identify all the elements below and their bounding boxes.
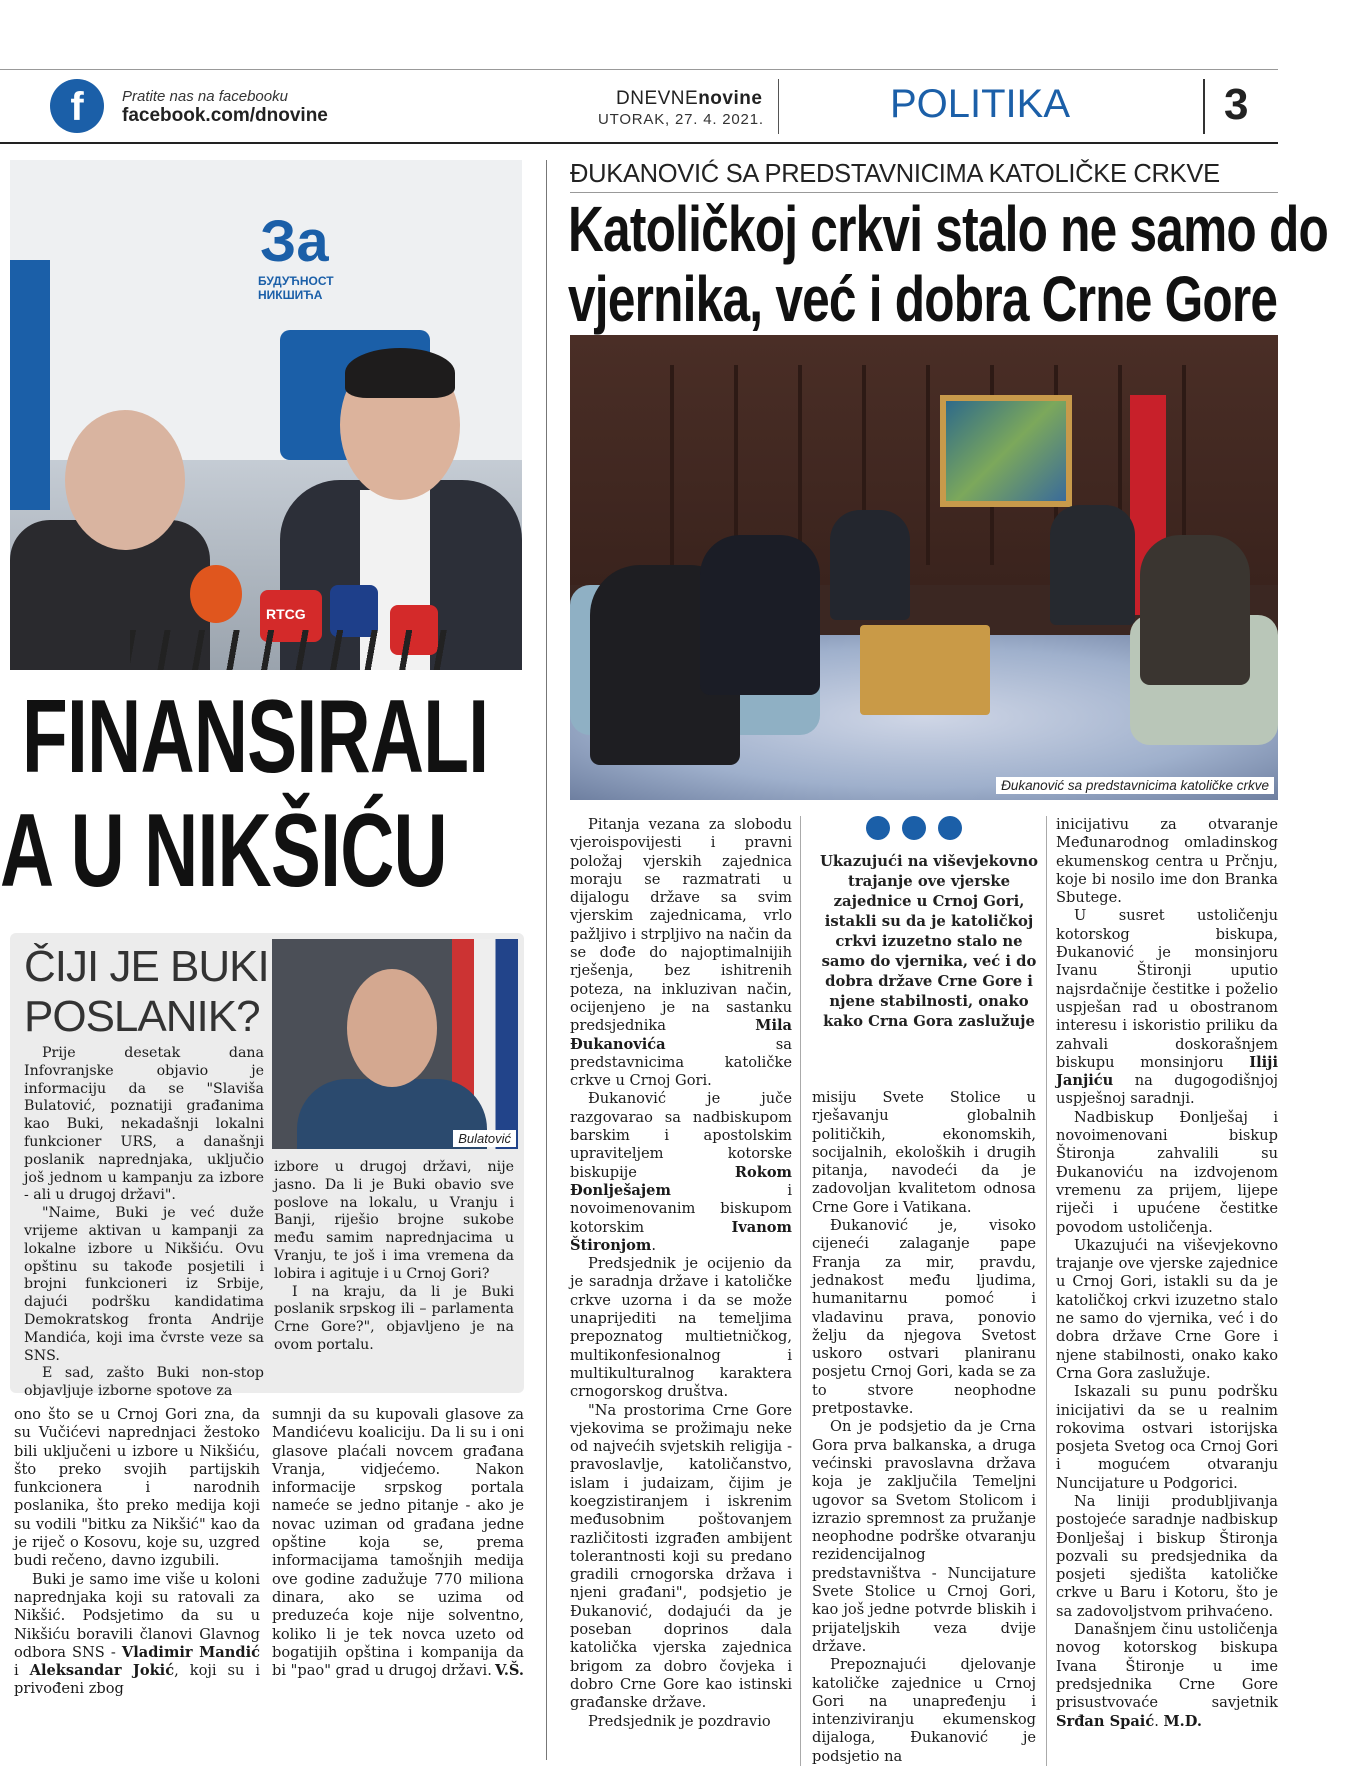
main-col1-p1-name: Mila Đukanovića (570, 1017, 792, 1053)
main-col1-p2-name2: Ivanom Štironjom (570, 1218, 792, 1254)
bulatovic-photo (272, 939, 518, 1149)
main-col3-p4: Ukazujući na viševjekovno trajanje ove vjerske zajednice u Crnoj Gori, istakli su da je katoličkoj crkvi izuzetno stalo ne samo do vjernika, već i do dobra države Crne Gore i njene stabilnosti, onako kako Crna Gora zaslužuje. (1056, 1236, 1278, 1382)
page-column-divider (546, 160, 547, 1760)
left-col2-text: sumnji da su kupovali glasove za Mandićevu koaliciju. Da li su i oni glasove plaćali novcem građana Vranja, vidjećemo. Nakon informacije srpskog portala nameće se jedno pitanje - ako je novac uziman od građana jedne opštine koja se, prema informacijama tamošnjih medija ove godine zadužuje 770 miliona dinara, ako se uzima od preduzeća koje nije solventno, koliko li je tek novca uzeto od bogatijih opština i kompanija da bi "pao" grad u drugoj državi. (272, 1406, 524, 1680)
main-col3-p2-end: na dugogodišnjoj uspješnoj saradnji. (1056, 1072, 1278, 1108)
main-col1-p2-mid: i novoimenovanim biskupom kotorskim (570, 1181, 792, 1236)
painting (940, 395, 1072, 507)
banner-text-c: НИКШИЋА (258, 288, 323, 302)
box-title-line1: ČIJI JE BUKI (24, 942, 269, 991)
section-title: POLITIKA (889, 82, 1071, 126)
left-col2-p1 (272, 1406, 524, 1680)
person-head (347, 969, 437, 1087)
person-3 (830, 510, 910, 620)
facebook-icon[interactable]: f (50, 79, 104, 133)
main-column-2 (812, 1089, 1036, 1766)
header-bottom-rule (0, 142, 1278, 144)
banner-text-a: За (260, 209, 329, 274)
main-col3-last-name: Srđan Spaić (1056, 1712, 1155, 1730)
box-col2-p1: izbore u drugoj državi, nije jasno. Da li je Buki obavio sve poslove na lokalu, u Vranju i Banji, riješio brojne sukobe među samim naprednjacima u Vranju, te još i ima vremena da lobira i agituje i u Crnoj Gori? (274, 1159, 514, 1282)
box-col1-p3: E sad, zašto Buki non-stop objavljuje izborne spotove za (24, 1365, 264, 1400)
sidebar-box (10, 933, 524, 1400)
microphone-red-1 (190, 565, 242, 623)
pullquote-dot-1 (866, 816, 890, 840)
main-headline-line1: Katoličkoj crkvi stalo ne samo do (568, 193, 1329, 265)
left-article-column-1 (14, 1406, 260, 1699)
box-title-line2: POSLANIK? (24, 992, 260, 1041)
pullquote-dots (866, 816, 976, 842)
header-divider-2 (1203, 79, 1205, 134)
pullquote: Ukazujući na viševjekovno trajanje ove vjerske zajednice u Crnoj Gori, istakli su da je katoličkoj crkvi izuzetno stalo ne samo do vjernika, već i do dobra države Crne Gore i njene stabilnosti, onako kako Crna Gora zaslužuje (820, 853, 1038, 1030)
main-col2-p3: On je podsjetio da je Crna Gora prva balkanska, a druga većinski pravoslavna država koja je zaključila Temeljni ugovor sa Svetom Stolicom i izrazio spremnost za pružanje neophodne podrške otvaranju rezidencijalnog predstavništva - Nuncijature Svete Stolice u Crnoj Gori, kao još jedne potvrde bliskih i prijateljskih veza dvije države. (812, 1418, 1036, 1655)
left-col1-p2-text: Buki je samo ime više u koloni naprednjaka koji su ratovali za Nikšić. Podsjetimo da su u Nikšiću boravili članovi Glavnog odbora SNS - (14, 1570, 260, 1661)
main-col3-p5: Iskazali su punu podršku inicijativi da se u realnim rokovima ostvari istorijska posjeta Svetog oca Crnoj Gori i mogućem otvaranju Nuncijature u Podgorici. (1056, 1383, 1278, 1492)
main-column-1 (570, 816, 792, 1731)
main-col1-p2 (570, 1090, 792, 1255)
masthead-brand (616, 88, 762, 110)
main-col3-last-text: Današnjem činu ustoličenja novog kotorskog biskupa Ivana Štironje u ime predsjednika Crne Gore prisustvovaće savjetnik (1056, 1621, 1278, 1712)
header-divider-1 (778, 79, 779, 134)
main-col3-p1: inicijativu za otvaranje Međunarodnog omladinskog ekumenskog centra u Prčnju, koje bi nosilo ime don Branka Sbutege. (1056, 816, 1278, 907)
main-col3-p3: Nadbiskup Đonlješaj i novoimenovani biskup Štironja zahvalili su Đukanoviću na izdvojenom vremenu za prijem, lijepe riječi i upućene čestitke povodom ustoličenja. (1056, 1108, 1278, 1236)
main-col1-p1-text: Pitanja vezana za slobodu vjeroispovijesti i pravni položaj vjerskih zajednica moraju se razmatrati u dijalogu države sa svim vjerskim zajednicama, vrlo pažljivo i strpljivo na način da se dođe do najoptimalnijih rješenja, bez ishitrenih poteza, na inkluzivan način, ocijenjeno je na sastanku predsjednika (570, 816, 792, 1035)
bulatovic-photo-caption: Bulatović (453, 1130, 516, 1147)
left-col1-end: , koji su i privođeni zbog (14, 1662, 261, 1698)
main-col1-p1 (570, 816, 792, 1090)
main-col3-p6: Na liniji produbljivanja postojeće saradnje nadbiskup Đonlješaj i biskup Štironja pozvali su predsjednika da posjeti sjedišta katoličke crkve u Baru i Kotoru, što je sa zadovoljstvom prihvaćeno. (1056, 1492, 1278, 1620)
masthead-brand-a: DNEVNE (616, 88, 699, 109)
main-col1-p2-name1: Rokom Đonlješajem (570, 1163, 792, 1199)
person-5 (1140, 535, 1250, 685)
left-col1-and: i (14, 1662, 30, 1680)
left-article-signature: V.Š. (495, 1662, 524, 1680)
page-number: 3 (1224, 80, 1249, 129)
left-col1-p1: ono što se u Crnoj Gori zna, da su Vučićevi naprednjaci žestoko bili uključeni u izbore u Nikšiću, što preko svojih partijskih funkcionera i narodnih poslanika, što preko medija koji su vodili "bitku za Nikšić" kao da je riječ o Kosovu, koje su, uzgred budi rečeno, davno izgubili. (14, 1406, 260, 1570)
main-col1-p1-end: sa predstavnicima katoličke crkve u Crnoj Gori. (570, 1035, 792, 1090)
microphone-rtcg-label: RTCG (266, 606, 306, 622)
main-col3-p7: Današnjem činu ustoličenja novog kotorskog biskupa Ivana Štironje u ime predsjednika Crne Gore prisustvovaće savjetnik Srđan Spaić. M.D. (1056, 1621, 1278, 1730)
left-press-photo (10, 160, 522, 670)
person-left-head (65, 410, 185, 550)
main-col2-p2: Đukanović je, visoko cijeneći zalaganje pape Franja za mir, pravdu, jednakost među ljudima, humanitarnu pomoć i vladavinu prava, ponovio želju da njegova Svetost uskoro ostvari planiranu posjetu Crnoj Gori, kada se za to stvore neophodne pretpostavke. (812, 1217, 1036, 1418)
box-column-2 (274, 1159, 514, 1355)
main-column-3 (1056, 816, 1278, 1731)
column-divider-1 (800, 816, 801, 1766)
facebook-promo-line1: Pratite nas na facebooku (122, 88, 288, 105)
main-col3-p2 (1056, 907, 1278, 1108)
banner-text-b: БУДУЋНОСТ (258, 274, 334, 288)
microphone-stems (130, 630, 450, 670)
blue-side-shape (10, 260, 50, 510)
left-col1-p2 (14, 1571, 260, 1699)
pullquote-dot-3 (938, 816, 962, 840)
main-col3-p2-name: Iliji Janjiću (1056, 1053, 1278, 1090)
box-col1-p1: Prije desetak dana Infovranjske objavio je informaciju da se "Slaviša Bulatović, poznatiji građanima kao Buki, nekadašnji lokalni funkcioner URS, a današnji poslanik naprednjaka, uključio još jednom u kampanju za izbore - ali u drugoj državi". (24, 1045, 264, 1204)
person-2 (700, 535, 820, 695)
person-4 (1050, 505, 1135, 625)
issue-date: UTORAK, 27. 4. 2021. (598, 111, 764, 128)
main-col1-p2-text: Đukanović je juče razgovarao sa nadbiskupom barskim i apostolskim upraviteljem kotorske biskupije (570, 1090, 792, 1181)
box-column-1 (24, 1045, 264, 1401)
main-col1-p2-end: . (651, 1236, 656, 1254)
box-col1-p2: "Naime, Buki je već duže vrijeme aktivan u kampanji za lokalne izbore u Nikšiću. Ovu opštinu su takođe posjetili i brojni funkcioneri iz Srbije, dajući podršku kandidatima Demokratskog fronta Andrije Mandića, koji ima čvrste veze sa SNS. (24, 1205, 264, 1364)
pullquote-dot-2 (902, 816, 926, 840)
main-col2-p4: Prepoznajući djelovanje katoličke zajednice u Crnoj Gori na unapređenju i intenziviranju ekumenskog dijaloga, Đukanović je podsjetio na (812, 1656, 1036, 1765)
main-article-signature: M.D. (1163, 1712, 1202, 1730)
main-col2-p1: misiju Svete Stolice u rješavanju globalnih političkih, ekonomskih, socijalnih, ekoloških i drugih pitanja, navodeći da je zadovoljan kvalitetom odnosa Crne Gore i Vatikana. (812, 1089, 1036, 1216)
left-headline-line2: A U NIKŠIĆU (0, 793, 447, 909)
masthead-brand-b: novine (698, 88, 763, 109)
left-headline-line1: FINANSIRALI (22, 679, 489, 795)
column-divider-2 (1046, 816, 1047, 1766)
main-col3-p2-text: U susret ustoličenju kotorskog biskupa, Đukanović je monsinjoru Ivanu Štironji uputio najsrdačnije čestitke i poželio uspješan rad u obostranom interesu i iskoristio priliku da zahvali doskorašnjem biskupu monsinjoru (1056, 907, 1278, 1071)
main-col1-p4: "Na prostorima Crne Gore vjekovima se prožimaju neke od najvećih svjetskih religija - pravoslavlje, katoličanstvo, islam i judaizam, čijim je koegzistiranjem i iskrenim međusobnim poštovanjem različitosti izgrađen ambijent tolerantnosti koji su predano gradili crnogorska država i njeni građani", podsjetio je Đukanović, dodajući da je poseban doprinos dala katolička vjerska zajednica brigom za dobro čovjeka i dobro Crne Gore kao istinski građanske države. (570, 1401, 792, 1712)
main-headline-line2: vjernika, već i dobra Crne Gore (568, 263, 1278, 335)
box-col2-p2: I na kraju, da li je Buki poslanik srpskog ili – parlamenta Crne Gore?", objavljeno je na ovom portalu. (274, 1283, 514, 1353)
main-meeting-photo (570, 335, 1278, 800)
main-col1-p3: Predsjednik je ocijenio da je saradnja države i katoličke crkve uzorna i da se može unaprijediti na temeljima prepoznatog multietničkog, multikonfesionalnog i multikulturalnog karaktera crnogorskog društva. (570, 1255, 792, 1401)
left-article-column-2 (272, 1406, 524, 1680)
main-photo-caption: Đukanović sa predstavnicima katoličke crkve (996, 777, 1274, 794)
coffee-table (860, 625, 990, 715)
left-col1-name2: Aleksandar Jokić (29, 1662, 175, 1680)
top-rule (0, 69, 1278, 70)
main-kicker: ĐUKANOVIĆ SA PREDSTAVNICIMA KATOLIČKE CRKVE (570, 160, 1220, 188)
main-col1-p5: Predsjednik je pozdravio (588, 1712, 771, 1730)
left-col1-name1: Vladimir Mandić (121, 1643, 260, 1661)
facebook-promo-url[interactable]: facebook.com/dnovine (122, 105, 328, 126)
person-right-hair (345, 348, 455, 398)
